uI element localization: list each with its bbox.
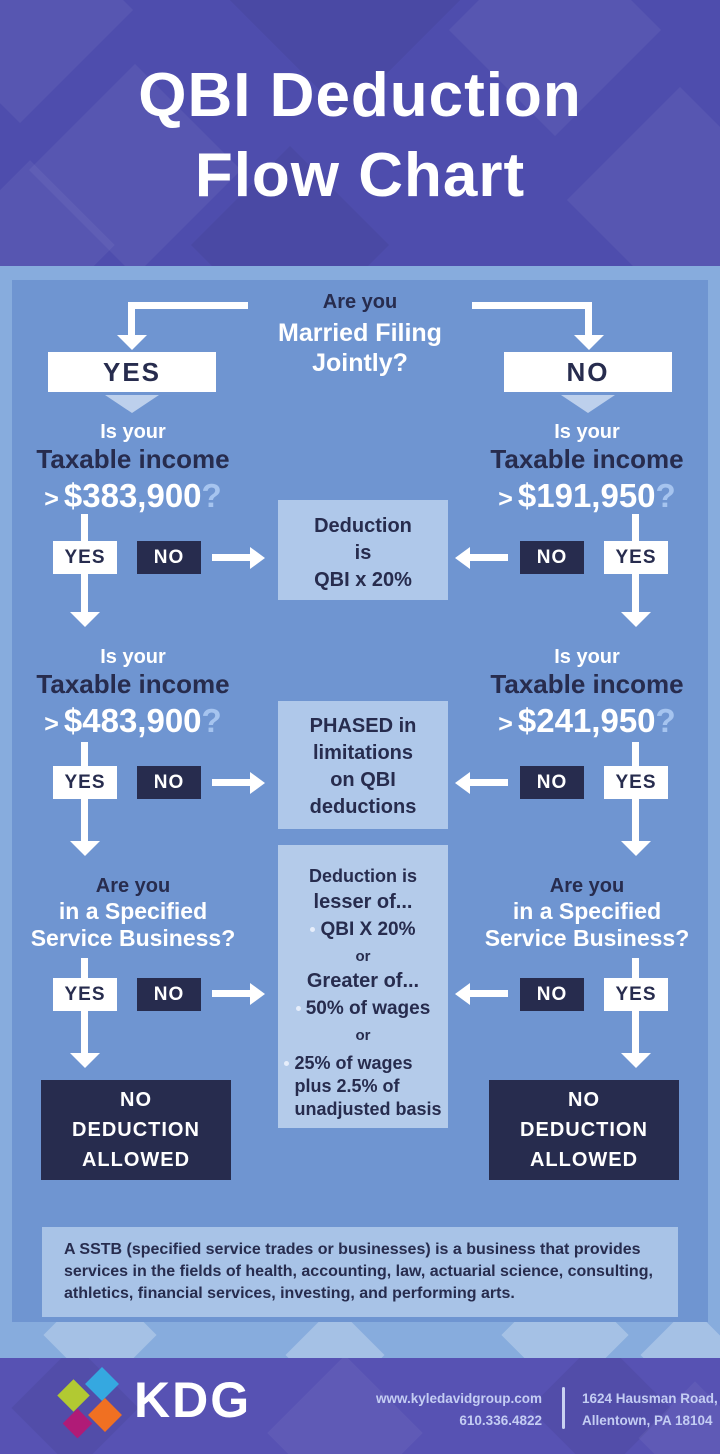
- or-separator: or: [355, 948, 371, 965]
- branch-no-box: NO: [504, 352, 672, 392]
- result-line: DEDUCTION: [72, 1119, 200, 1141]
- soft-down-triangle-icon: [561, 395, 615, 413]
- no-deduction-box-left: [41, 1080, 231, 1180]
- question-line: Service Business?: [484, 925, 690, 951]
- greater-than-symbol: >: [44, 485, 59, 513]
- connector-line: [468, 779, 508, 786]
- question-mark: ?: [655, 477, 676, 514]
- header-banner: [0, 0, 720, 266]
- no-chip: NO: [137, 766, 201, 799]
- or-separator: or: [355, 1027, 371, 1044]
- outcome-line: QBI x 20%: [314, 569, 412, 591]
- left-arrowhead-icon: [455, 983, 470, 1005]
- result-line: ALLOWED: [529, 1149, 639, 1171]
- down-arrowhead-icon: [117, 335, 147, 350]
- amount-text: $483,900: [63, 702, 202, 739]
- question-subject: Taxable income: [490, 444, 684, 474]
- outcome-line: PHASED in: [309, 715, 417, 737]
- bullet-icon: [310, 927, 315, 932]
- down-arrowhead-icon: [621, 612, 651, 627]
- yes-chip: YES: [604, 978, 668, 1011]
- yes-chip: YES: [53, 541, 117, 574]
- outcome-line: deductions: [309, 796, 417, 818]
- amount-text: $191,950: [517, 477, 656, 514]
- result-line: DEDUCTION: [520, 1119, 648, 1141]
- website-text: www.kyledavidgroup.com: [375, 1391, 542, 1406]
- question-intro: Is your: [554, 421, 620, 443]
- question-line: Service Business?: [30, 925, 236, 951]
- right-arrowhead-icon: [250, 547, 265, 569]
- greater-than-symbol: >: [44, 710, 59, 738]
- connector-line: [468, 990, 508, 997]
- outcome-line: Greater of...: [306, 970, 420, 992]
- down-arrowhead-icon: [70, 612, 100, 627]
- question-line: in a Specified: [58, 898, 208, 924]
- left-income-question-1: [13, 420, 253, 519]
- phone-text: 610.336.4822: [459, 1413, 542, 1428]
- right-arrowhead-icon: [250, 772, 265, 794]
- no-deduction-box-right: [489, 1080, 679, 1180]
- root-question-line1: Are you: [322, 291, 398, 313]
- no-chip: NO: [137, 978, 201, 1011]
- question-intro: Are you: [549, 875, 625, 897]
- outcome-box-phased: [278, 701, 448, 829]
- page-title-line2: Flow Chart: [194, 141, 526, 210]
- outcome-line: Deduction: [314, 515, 412, 537]
- sstb-note-text: A SSTB (specified service trades or businesses) is a business that provides services in the fields of health, accounting, law, actuarial science, consulting, athletics, financial services, investing, and performing arts.: [64, 1241, 653, 1302]
- question-subject: Taxable income: [36, 444, 230, 474]
- amount-text: $383,900: [63, 477, 202, 514]
- connector-line: [212, 554, 252, 561]
- footer-contact: [362, 1388, 542, 1432]
- no-chip: NO: [520, 766, 584, 799]
- down-arrowhead-icon: [70, 1053, 100, 1068]
- address-line1: 1624 Hausman Road,: [582, 1391, 718, 1406]
- right-ssb-question: [467, 874, 707, 952]
- question-mark: ?: [655, 702, 676, 739]
- left-arrowhead-icon: [455, 547, 470, 569]
- outcome-option: QBI X 20%: [320, 919, 416, 940]
- down-arrowhead-icon: [574, 335, 604, 350]
- outcome-option: unadjusted basis: [294, 1099, 442, 1119]
- connector-line: [212, 779, 252, 786]
- no-chip: NO: [520, 541, 584, 574]
- outcome-line: limitations: [312, 742, 413, 764]
- right-income-question-2: [467, 645, 707, 744]
- connector-line: [468, 554, 508, 561]
- down-arrowhead-icon: [621, 841, 651, 856]
- question-intro: Are you: [95, 875, 171, 897]
- connector-line: [212, 990, 252, 997]
- question-line: in a Specified: [512, 898, 662, 924]
- address-line2: Allentown, PA 18104: [582, 1413, 713, 1428]
- left-ssb-question: [13, 874, 253, 952]
- outcome-box-qbi20: [278, 500, 448, 600]
- question-intro: Is your: [100, 421, 166, 443]
- branch-yes-box: YES: [48, 352, 216, 392]
- connector-line: [128, 302, 248, 309]
- result-line: ALLOWED: [81, 1149, 191, 1171]
- no-chip: NO: [137, 541, 201, 574]
- bullet-icon: [284, 1061, 289, 1066]
- outcome-line: is: [354, 542, 372, 564]
- no-chip: NO: [520, 978, 584, 1011]
- question-subject: Taxable income: [36, 669, 230, 699]
- yes-chip: YES: [53, 766, 117, 799]
- connector-line: [472, 302, 592, 309]
- page-title-line1: QBI Deduction: [138, 61, 582, 130]
- question-intro: Is your: [100, 646, 166, 668]
- down-arrowhead-icon: [70, 841, 100, 856]
- right-income-question-1: [467, 420, 707, 519]
- outcome-option-block: [284, 1052, 441, 1121]
- footer-divider: [562, 1387, 565, 1429]
- outcome-option: plus 2.5% of: [294, 1076, 400, 1096]
- right-arrowhead-icon: [250, 983, 265, 1005]
- yes-chip: YES: [604, 541, 668, 574]
- outcome-option: 50% of wages: [305, 998, 431, 1019]
- question-mark: ?: [201, 702, 222, 739]
- outcome-option: 25% of wages: [294, 1053, 413, 1073]
- root-question: [250, 289, 470, 378]
- left-income-question-2: [13, 645, 253, 744]
- soft-down-triangle-icon: [105, 395, 159, 413]
- down-arrowhead-icon: [621, 1053, 651, 1068]
- result-line: NO: [568, 1089, 600, 1111]
- greater-than-symbol: >: [498, 485, 513, 513]
- connector-line: [585, 302, 592, 336]
- greater-than-symbol: >: [498, 710, 513, 738]
- amount-text: $241,950: [517, 702, 656, 739]
- outcome-box-lesser-of: [278, 845, 448, 1128]
- connector-line: [128, 302, 135, 336]
- bullet-icon: [296, 1006, 301, 1011]
- yes-chip: YES: [604, 766, 668, 799]
- question-intro: Is your: [554, 646, 620, 668]
- root-question-line3: Jointly?: [312, 349, 408, 377]
- question-mark: ?: [201, 477, 222, 514]
- left-arrowhead-icon: [455, 772, 470, 794]
- footer-address: [582, 1388, 720, 1432]
- outcome-line: lesser of...: [313, 891, 413, 913]
- sstb-note: [42, 1227, 678, 1317]
- yes-chip: YES: [53, 978, 117, 1011]
- outcome-line: on QBI: [330, 769, 396, 791]
- root-question-line2: Married Filing: [278, 319, 442, 347]
- result-line: NO: [120, 1089, 152, 1111]
- logo-text: KDG: [134, 1372, 252, 1428]
- question-subject: Taxable income: [490, 669, 684, 699]
- outcome-line: Deduction is: [308, 866, 417, 886]
